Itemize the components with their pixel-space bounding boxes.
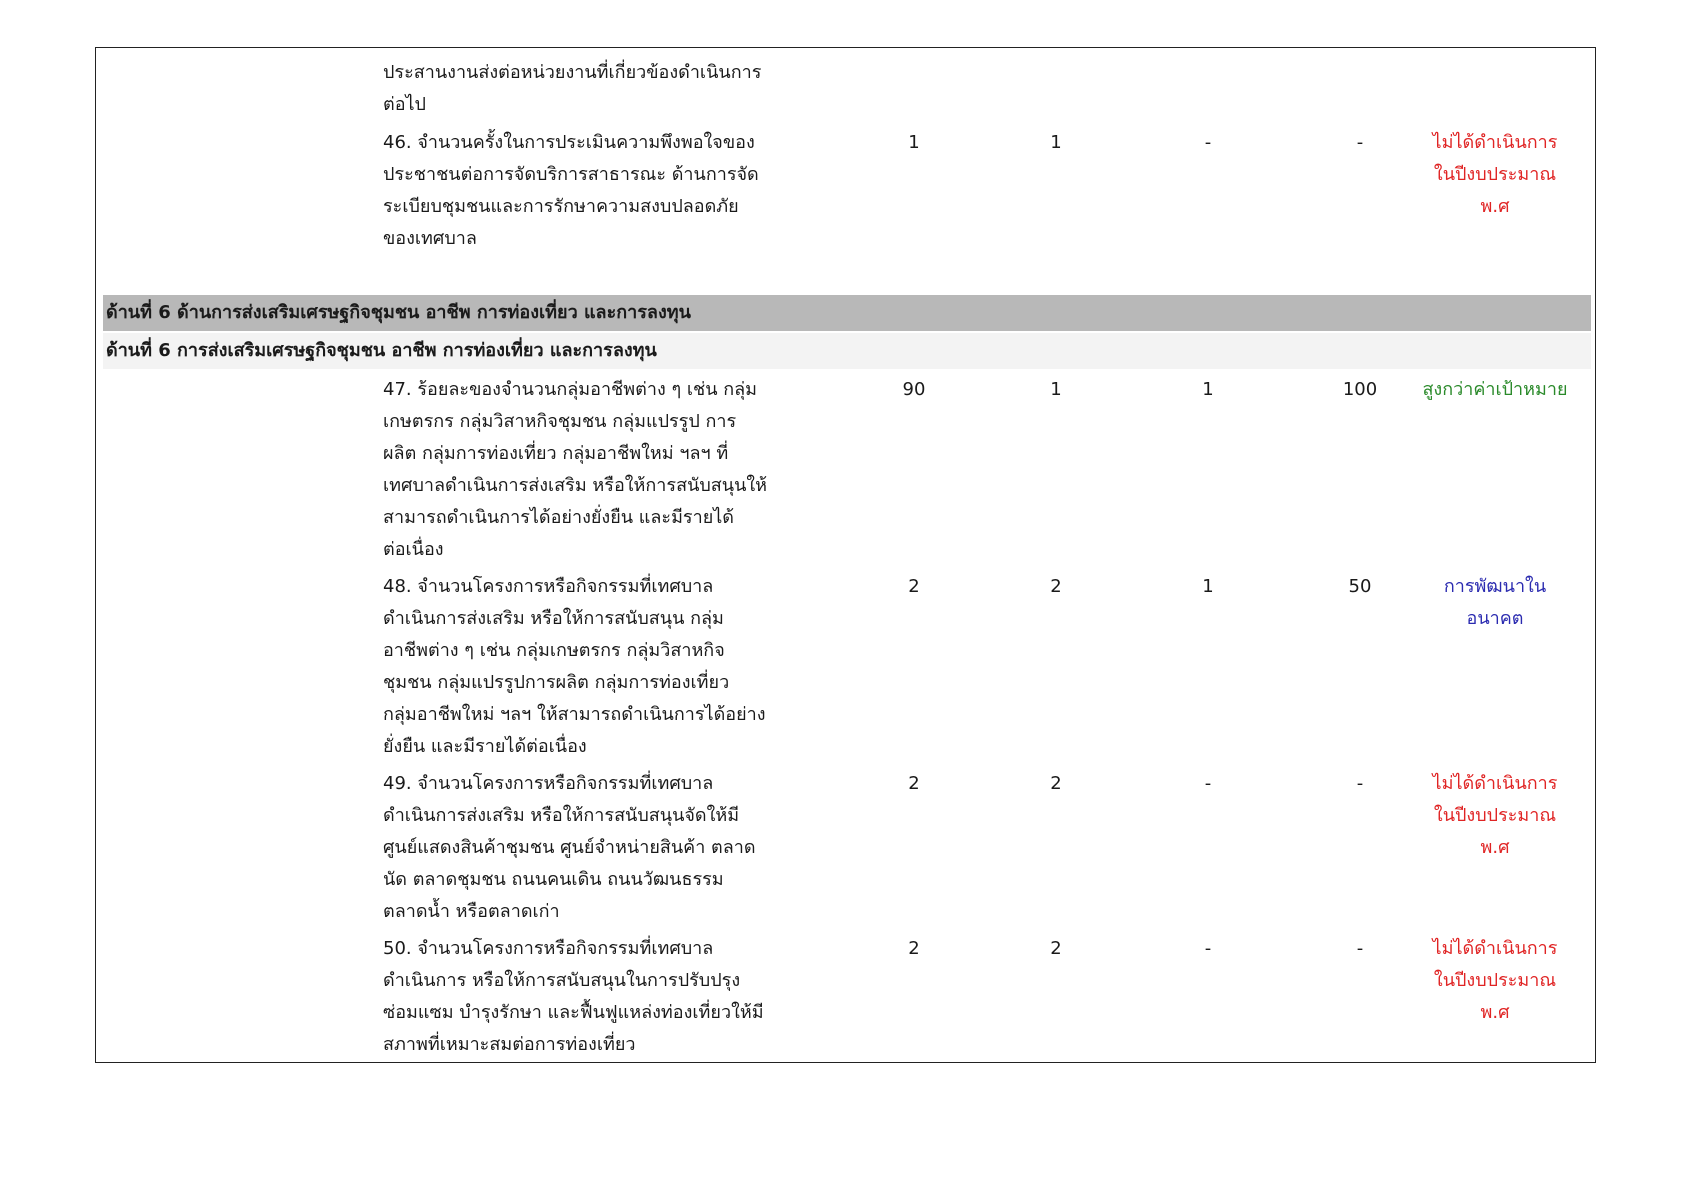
- indicator-line: ดำเนินการส่งเสริม หรือให้การสนับสนุนจัดให้มี: [383, 805, 740, 826]
- value-planned: 2: [1050, 773, 1062, 794]
- value-planned: 2: [1050, 576, 1062, 597]
- result-line: ไม่ได้ดำเนินการ: [1432, 132, 1558, 153]
- result-status: [1410, 127, 1580, 223]
- result-line: พ.ศ: [1480, 1002, 1510, 1023]
- indicator-line: ยั่งยืน และมีรายได้ต่อเนื่อง: [383, 736, 587, 757]
- value-target: 1: [908, 132, 920, 153]
- indicator-49: [383, 768, 773, 928]
- indicator-line: สามารถดำเนินการได้อย่างยั่งยืน และมีรายได้: [383, 507, 734, 528]
- intro-line: ต่อไป: [383, 94, 426, 115]
- result-line: พ.ศ: [1480, 837, 1510, 858]
- result-line: ไม่ได้ดำเนินการ: [1432, 938, 1558, 959]
- result-line: พ.ศ: [1480, 196, 1510, 217]
- indicator-line: 48. จำนวนโครงการหรือกิจกรรมที่เทศบาล: [383, 576, 714, 597]
- indicator-line: ของเทศบาล: [383, 228, 477, 249]
- indicator-line: กลุ่มอาชีพใหม่ ฯลฯ ให้สามารถดำเนินการได้อย่าง: [383, 704, 766, 725]
- value-percent: -: [1356, 773, 1364, 794]
- value-actual: 1: [1202, 576, 1214, 597]
- value-planned: 2: [1050, 938, 1062, 959]
- intro-line: ประสานงานส่งต่อหน่วยงานที่เกี่ยวข้องดำเนินการ: [383, 62, 762, 83]
- result-line: ไม่ได้ดำเนินการ: [1432, 773, 1558, 794]
- result-line: ในปีงบประมาณ: [1433, 164, 1557, 185]
- indicator-48: [383, 571, 773, 763]
- indicator-line: เทศบาลดำเนินการส่งเสริม หรือให้การสนับสนุนให้: [383, 475, 768, 496]
- sub-section-header: ด้านที่ 6 การส่งเสริมเศรษฐกิจชุมชน อาชีพ การท่องเที่ยว และการลงทุน: [103, 333, 1591, 369]
- value-percent: 100: [1342, 379, 1378, 400]
- indicator-50: [383, 933, 773, 1061]
- result-status: [1410, 768, 1580, 864]
- value-percent: 50: [1348, 576, 1372, 597]
- result-status: [1410, 933, 1580, 1029]
- value-actual: -: [1204, 132, 1212, 153]
- value-target: 2: [908, 938, 920, 959]
- value-percent: -: [1356, 938, 1364, 959]
- value-target: 90: [902, 379, 926, 400]
- indicator-line: 49. จำนวนโครงการหรือกิจกรรมที่เทศบาล: [383, 773, 714, 794]
- value-percent: -: [1356, 132, 1364, 153]
- indicator-line: ดำเนินการส่งเสริม หรือให้การสนับสนุน กลุ่ม: [383, 608, 724, 629]
- value-planned: 1: [1050, 132, 1062, 153]
- indicator-line: นัด ตลาดชุมชน ถนนคนเดิน ถนนวัฒนธรรม: [383, 869, 724, 890]
- indicator-line: ตลาดน้ำ หรือตลาดเก่า: [383, 901, 560, 922]
- indicator-line: เกษตรกร กลุ่มวิสาหกิจชุมชน กลุ่มแปรรูป การ: [383, 411, 737, 432]
- intro-text: [383, 57, 773, 121]
- indicator-line: ดำเนินการ หรือให้การสนับสนุนในการปรับปรุง: [383, 970, 741, 991]
- indicator-47: [383, 374, 773, 566]
- indicator-line: ผลิต กลุ่มการท่องเที่ยว กลุ่มอาชีพใหม่ ฯลฯ ที่: [383, 443, 729, 464]
- section-header: ด้านที่ 6 ด้านการส่งเสริมเศรษฐกิจชุมชน อาชีพ การท่องเที่ยว และการลงทุน: [103, 295, 1591, 331]
- indicator-line: ศูนย์แสดงสินค้าชุมชน ศูนย์จำหน่ายสินค้า ตลาด: [383, 837, 756, 858]
- indicator-line: ซ่อมแซม บำรุงรักษา และฟื้นฟูแหล่งท่องเที่ยวให้มี: [383, 1002, 764, 1023]
- result-status: [1410, 571, 1580, 635]
- indicator-line: อาชีพต่าง ๆ เช่น กลุ่มเกษตรกร กลุ่มวิสาหกิจ: [383, 640, 725, 661]
- result-line: อนาคต: [1466, 608, 1524, 629]
- result-line: การพัฒนาใน: [1443, 576, 1547, 597]
- indicator-line: 46. จำนวนครั้งในการประเมินความพึงพอใจของ: [383, 132, 755, 153]
- result-line: ในปีงบประมาณ: [1433, 970, 1557, 991]
- result-status: [1410, 374, 1580, 406]
- indicator-line: 50. จำนวนโครงการหรือกิจกรรมที่เทศบาล: [383, 938, 714, 959]
- report-table: [95, 47, 1596, 1063]
- value-target: 2: [908, 773, 920, 794]
- indicator-46: [383, 127, 773, 255]
- value-actual: 1: [1202, 379, 1214, 400]
- indicator-line: สภาพที่เหมาะสมต่อการท่องเที่ยว: [383, 1034, 636, 1055]
- value-actual: -: [1204, 773, 1212, 794]
- result-line: ในปีงบประมาณ: [1433, 805, 1557, 826]
- indicator-line: ระเบียบชุมชนและการรักษาความสงบปลอดภัย: [383, 196, 739, 217]
- indicator-line: ประชาชนต่อการจัดบริการสาธารณะ ด้านการจัด: [383, 164, 759, 185]
- value-actual: -: [1204, 938, 1212, 959]
- result-line: สูงกว่าค่าเป้าหมาย: [1422, 379, 1568, 400]
- indicator-line: ต่อเนื่อง: [383, 539, 444, 560]
- indicator-line: 47. ร้อยละของจำนวนกลุ่มอาชีพต่าง ๆ เช่น กลุ่ม: [383, 379, 758, 400]
- value-planned: 1: [1050, 379, 1062, 400]
- indicator-line: ชุมชน กลุ่มแปรรูปการผลิต กลุ่มการท่องเที่ยว: [383, 672, 730, 693]
- value-target: 2: [908, 576, 920, 597]
